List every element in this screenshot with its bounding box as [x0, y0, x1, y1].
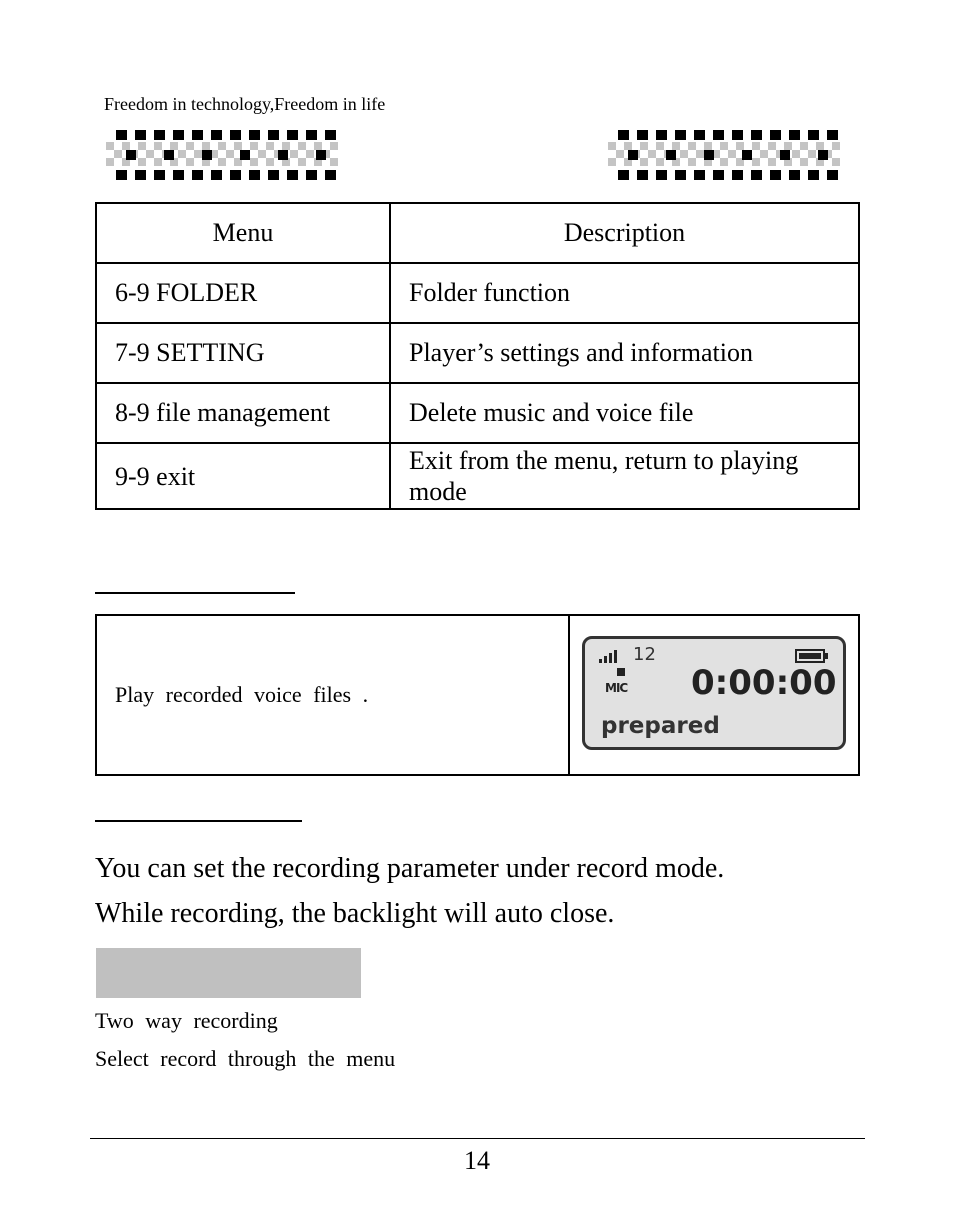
menu-cell: 9-9 exit: [96, 443, 390, 509]
footer-rule: [90, 1138, 865, 1139]
checker-decoration-right: [606, 130, 850, 180]
header-tagline: Freedom in technology,Freedom in life: [104, 94, 386, 114]
description-cell: Delete music and voice file: [390, 383, 859, 443]
lcd-time: 0:00:00: [691, 662, 837, 703]
battery-icon: [795, 649, 829, 663]
table-row: [96, 443, 859, 509]
section-heading-underline: [95, 592, 295, 594]
table-row: [96, 615, 859, 775]
menu-cell: 7-9 SETTING: [96, 323, 390, 383]
column-header-description: Description: [390, 203, 859, 263]
record-paragraph-line: While recording, the backlight will auto close.: [95, 898, 615, 929]
record-item: Select record through the menu: [95, 1046, 396, 1071]
menu-cell: 6-9 FOLDER: [96, 263, 390, 323]
voice-description: Play recorded voice files .: [96, 615, 569, 775]
signal-icon: [599, 649, 621, 663]
section-heading-underline: [95, 820, 302, 822]
table-row: [96, 323, 859, 383]
menu-cell: 8-9 file management: [96, 383, 390, 443]
menu-table: [95, 202, 860, 510]
gray-highlight-bar: [96, 948, 361, 998]
lcd-screen-image: [582, 636, 846, 750]
column-header-menu: Menu: [96, 203, 390, 263]
checker-decoration-left: [104, 130, 348, 180]
description-cell: Player’s settings and information: [390, 323, 859, 383]
lcd-number: 12: [633, 643, 656, 665]
description-cell: Folder function: [390, 263, 859, 323]
record-paragraph-line: You can set the recording parameter under record mode.: [95, 853, 725, 884]
record-item: Two way recording: [95, 1008, 278, 1033]
lcd-status: prepared: [601, 712, 720, 739]
voice-playback-table: [95, 614, 860, 776]
lcd-mic-label: MIC: [605, 680, 628, 695]
table-row: [96, 263, 859, 323]
record-indicator-icon: [617, 668, 625, 676]
page-number: 14: [464, 1146, 490, 1175]
description-cell: Exit from the menu, return to playing mode: [390, 443, 859, 509]
table-header-row: [96, 203, 859, 263]
lcd-cell: [569, 615, 859, 775]
table-row: [96, 383, 859, 443]
